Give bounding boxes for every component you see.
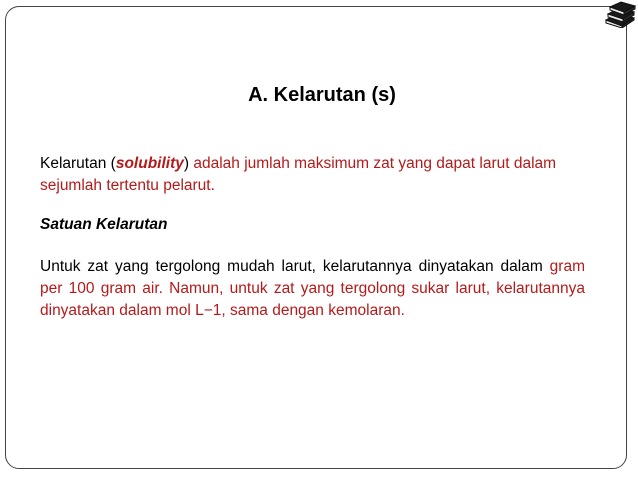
- slide-frame: [5, 6, 627, 469]
- units-text-part2: gram per 100 gram air. Namun, untuk zat yang tergolong sukar larut, kelarutannya dinyatakan dalam mol L−1, sama dengan kemolaran.: [40, 258, 585, 319]
- definition-paragraph: [40, 153, 585, 197]
- section-heading: Satuan Kelarutan: [40, 216, 168, 233]
- definition-text-part3: adalah jumlah maksimum zat yang dapat larut dalam sejumlah tertentu pelarut.: [40, 155, 557, 194]
- definition-term: solubility: [115, 155, 184, 172]
- definition-text-part1: Kelarutan (: [40, 155, 116, 172]
- units-paragraph: [40, 256, 585, 322]
- slide-title: A. Kelarutan (s): [248, 84, 396, 106]
- units-text-part1: Untuk zat yang tergolong mudah larut, kelarutannya dinyatakan dalam: [40, 258, 550, 275]
- books-icon: [600, 0, 638, 28]
- definition-text-part2: ): [183, 155, 190, 172]
